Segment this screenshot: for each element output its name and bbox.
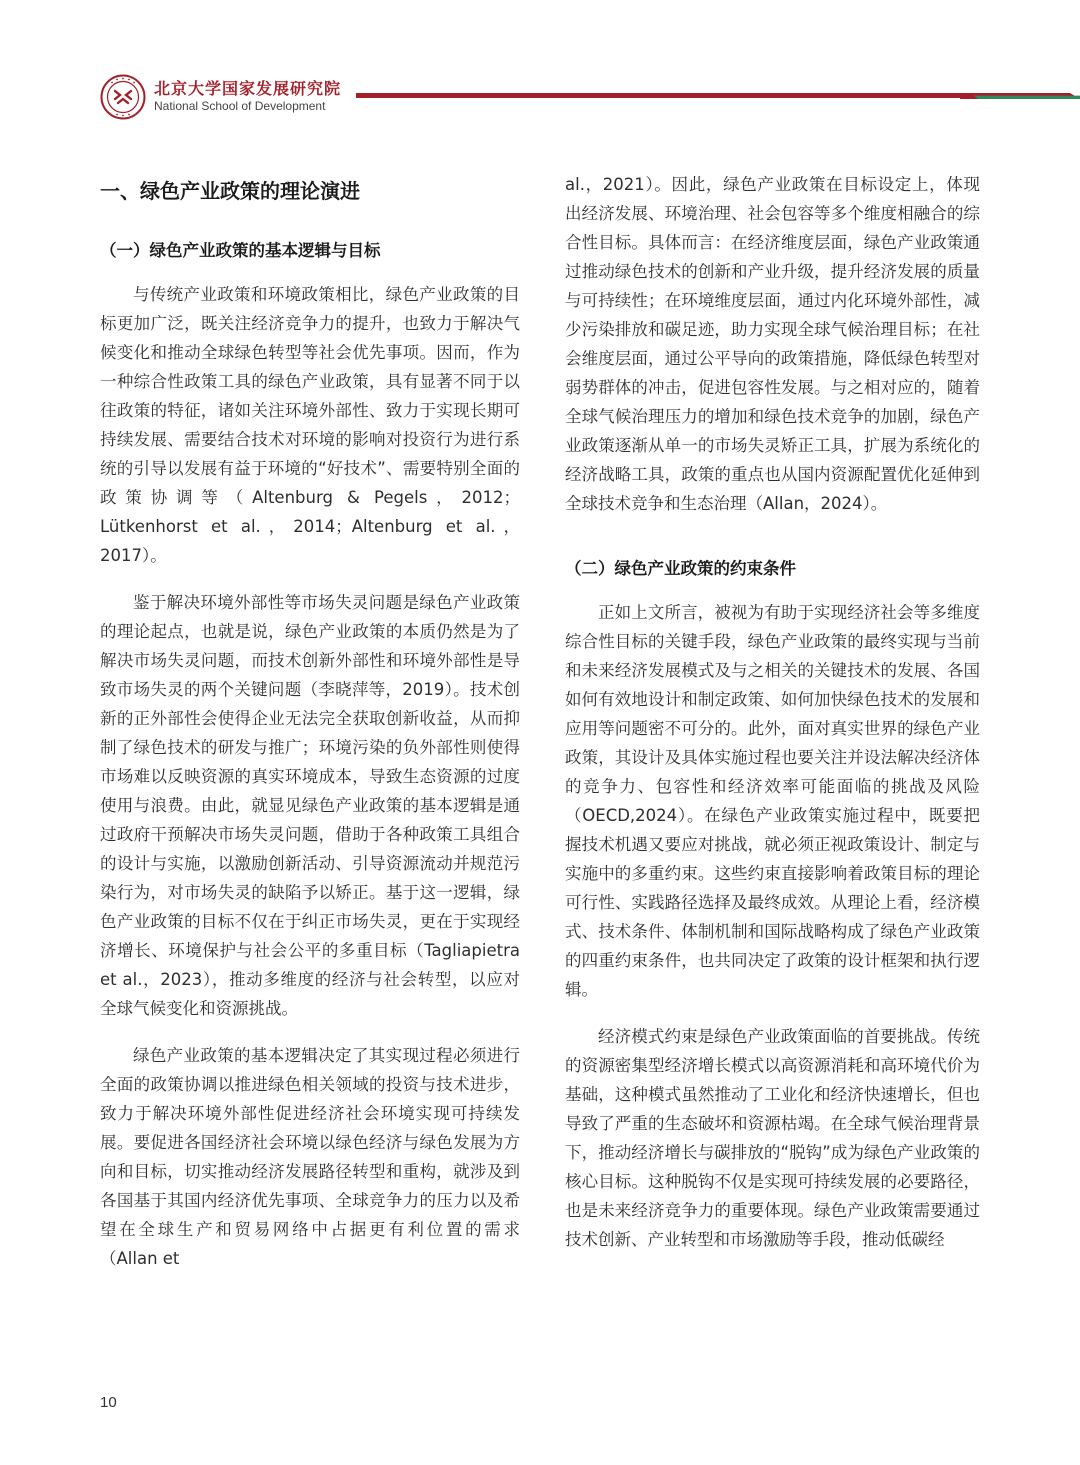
paragraph: 与传统产业政策和环境政策相比，绿色产业政策的目标更加广泛，既关注经济竞争力的提升，也致力于解决气候变化和推动全球绿色转型等社会优先事项。因而，作为一种综合性政策工具的绿色产业政策，具有显著不同于以往政策的特征，诸如关注环境外部性、致力于实现长期可持续发展、需要结合技术对环境的影响对投资行为进行系统的引导以发展有益于环境的“好技术”、需要特别全面的政策协调等（Altenburg & Pegels，2012；Lütkenhorst et al.，2014；Altenburg et al.，2017）。 xyxy=(100,285,520,565)
paragraph: 鉴于解决环境外部性等市场失灵问题是绿色产业政策的理论起点，也就是说，绿色产业政策的本质仍然是为了解决市场失灵问题，而技术创新外部性和环境外部性是导致市场失灵的两个关键问题（李晓萍等，2019）。技术创新的正外部性会使得企业无法完全获取创新收益，从而抑制了绿色技术的研发与推广；环境污染的负外部性则使得市场难以反映资源的真实环境成本，导致生态资源的过度使用与浪费。由此，就显见绿色产业政策的基本逻辑是通过政府干预解决市场失灵问题，借助于各种政策工具组合的设计与实施，以激励创新活动、引导资源流动并规范污染行为，对市场失灵的缺陷予以矫正。基于这一逻辑，绿色产业政策的目标不仅在于纠正市场失灵，更在于实现经济增长、环境保护与社会公平的多重目标（Tagliapietra et al.，2023），推动多维度的经济与社会转型，以应对全球气候变化和资源挑战。 xyxy=(100,593,520,1018)
page-number: 10 xyxy=(100,1394,117,1411)
header-rule-red xyxy=(356,93,970,98)
left-column xyxy=(100,170,520,1291)
header-rule-green xyxy=(960,93,1080,99)
paragraph: 经济模式约束是绿色产业政策面临的首要挑战。传统的资源密集型经济增长模式以高资源消耗和高环境代价为基础，这种模式虽然推动了工业化和经济快速增长，但也导致了严重的生态破坏和资源枯竭。在全球气候治理背景下，推动经济增长与碳排放的“脱钩”成为绿色产业政策的核心目标。这种脱钩不仅是实现可持续发展的必要路径，也是未来经济竞争力的重要体现。绿色产业政策需要通过技术创新、产业转型和市场激励等手段，推动低碳经 xyxy=(565,1027,980,1249)
page-header xyxy=(100,70,1080,126)
paragraph: 正如上文所言，被视为有助于实现经济社会等多维度综合性目标的关键手段，绿色产业政策的最终实现与当前和未来经济发展模式及与之相关的关键技术的发展、各国如何有效地设计和制定政策、如何加快绿色技术的发展和应用等问题密不可分的。此外，面对真实世界的绿色产业政策，其设计及具体实施过程也要关注并设法解决经济体的竞争力、包容性和经济效率可能面临的挑战及风险（OECD,2024）。在绿色产业政策实施过程中，既要把握技术机遇又要应对挑战，就必须正视政策设计、制定与实施中的多重约束。这些约束直接影响着政策目标的理论可行性、实践路径选择及最终成效。从理论上看，经济模式、技术条件、体制机制和国际战略构成了绿色产业政策的四重约束条件，也共同决定了政策的设计框架和执行逻辑。 xyxy=(565,603,980,999)
section-heading: 一、绿色产业政策的理论演进 xyxy=(100,179,360,203)
subsection-heading-2: （二）绿色产业政策的约束条件 xyxy=(565,559,796,578)
right-column xyxy=(565,170,980,1272)
brand-name-en: National School of Development xyxy=(154,99,326,113)
subsection-heading-1: （一）绿色产业政策的基本逻辑与目标 xyxy=(100,241,381,260)
pku-seal-icon xyxy=(100,74,146,120)
paragraph: 绿色产业政策的基本逻辑决定了其实现过程必须进行全面的政策协调以推进绿色相关领域的投资与技术进步，致力于解决环境外部性促进经济社会环境实现可持续发展。要促进各国经济社会环境以绿色经济与绿色发展为方向和目标，切实推动经济发展路径转型和重构，就涉及到各国基于其国内经济优先事项、全球竞争力的压力以及希望在全球生产和贸易网络中占据更有利位置的需求（Allan et xyxy=(100,1046,520,1268)
paragraph-continued: al.，2021）。因此，绿色产业政策在目标设定上，体现出经济发展、环境治理、社会包容等多个维度相融合的综合性目标。具体而言：在经济维度层面，绿色产业政策通过推动绿色技术的创新和产业升级，提升经济发展的质量与可持续性；在环境维度层面，通过内化环境外部性，减少污染排放和碳足迹，助力实现全球气候治理目标；在社会维度层面，通过公平导向的政策措施，降低绿色转型对弱势群体的冲击，促进包容性发展。与之相对应的，随着全球气候治理压力的增加和绿色技术竞争的加剧，绿色产业政策逐渐从单一的市场失灵矫正工具，扩展为系统化的经济战略工具，政策的重点也从国内资源配置优化延伸到全球技术竞争和生态治理（Allan，2024）。 xyxy=(565,175,980,513)
brand-name-cn: 北京大学国家发展研究院 xyxy=(154,79,342,98)
